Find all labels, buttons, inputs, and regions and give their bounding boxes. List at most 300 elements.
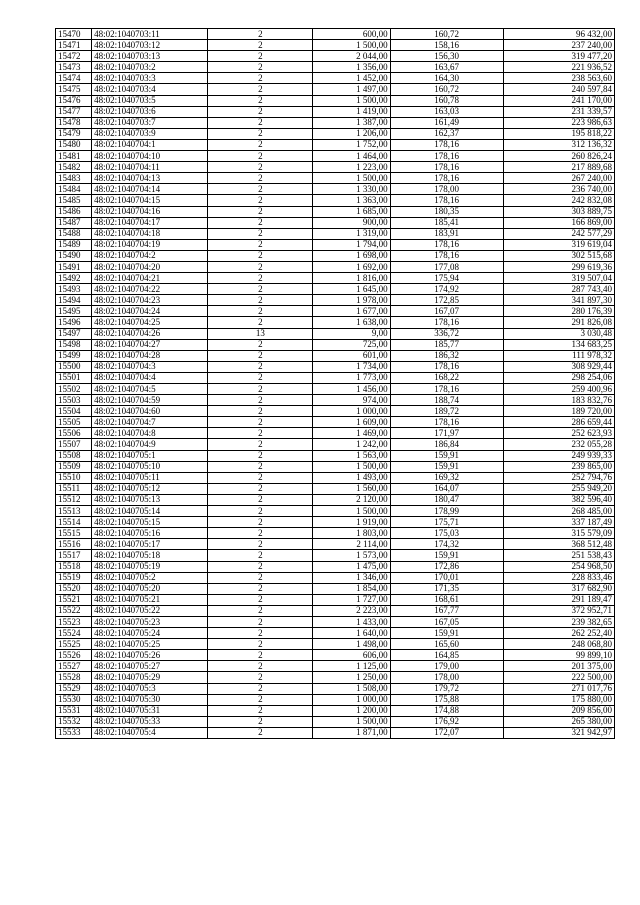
area-cell: 1 560,00 [313,483,390,494]
land-category-cell: 2 [208,572,313,583]
specific-value-cell: 178,16 [390,317,503,328]
land-category-cell: 2 [208,616,313,627]
row-number-cell: 15481 [56,151,92,162]
specific-value-cell: 174,32 [390,539,503,550]
cadastral-number-cell: 48:02:1040703:6 [92,106,208,117]
cadastral-number-cell: 48:02:1040704:17 [92,217,208,228]
row-number-cell: 15533 [56,727,92,738]
specific-value-cell: 185,41 [390,217,503,228]
row-number-cell: 15530 [56,694,92,705]
area-cell: 1 500,00 [313,95,390,106]
area-cell: 1 816,00 [313,273,390,284]
specific-value-cell: 176,92 [390,716,503,727]
cadastral-number-cell: 48:02:1040703:7 [92,117,208,128]
cadastral-value-cell: 382 596,40 [503,494,614,505]
row-number-cell: 15486 [56,206,92,217]
table-row [56,51,615,62]
cadastral-value-cell: 242 832,08 [503,195,614,206]
area-cell: 1 000,00 [313,694,390,705]
cadastral-number-cell: 48:02:1040704:15 [92,195,208,206]
specific-value-cell: 178,16 [390,195,503,206]
land-category-cell: 2 [208,583,313,594]
land-category-cell: 2 [208,261,313,272]
specific-value-cell: 170,01 [390,572,503,583]
cadastral-value-cell: 319 507,04 [503,273,614,284]
specific-value-cell: 163,67 [390,62,503,73]
cadastral-value-cell: 242 577,29 [503,228,614,239]
cadastral-number-cell: 48:02:1040704:8 [92,428,208,439]
cadastral-value-cell: 240 597,84 [503,84,614,95]
cadastral-value-cell: 267 240,00 [503,173,614,184]
area-cell: 1 319,00 [313,228,390,239]
table-row [56,705,615,716]
land-category-cell: 2 [208,306,313,317]
cadastral-value-cell: 291 826,08 [503,317,614,328]
table-row [56,173,615,184]
row-number-cell: 15515 [56,528,92,539]
area-cell: 1 773,00 [313,372,390,383]
row-number-cell: 15511 [56,483,92,494]
specific-value-cell: 167,77 [390,605,503,616]
specific-value-cell: 180,35 [390,206,503,217]
cadastral-value-cell: 254 968,50 [503,561,614,572]
table-row [56,661,615,672]
cadastral-number-cell: 48:02:1040705:31 [92,705,208,716]
row-number-cell: 15494 [56,295,92,306]
row-number-cell: 15485 [56,195,92,206]
cadastral-number-cell: 48:02:1040704:1 [92,139,208,150]
area-cell: 1 609,00 [313,417,390,428]
land-category-cell: 2 [208,417,313,428]
cadastral-number-cell: 48:02:1040705:21 [92,594,208,605]
cadastral-value-cell: 298 254,06 [503,372,614,383]
land-category-cell: 2 [208,439,313,450]
area-cell: 1 500,00 [313,461,390,472]
cadastral-number-cell: 48:02:1040705:10 [92,461,208,472]
specific-value-cell: 167,07 [390,306,503,317]
cadastral-number-cell: 48:02:1040705:26 [92,650,208,661]
cadastral-value-cell: 189 720,00 [503,406,614,417]
cadastral-value-cell: 337 187,49 [503,517,614,528]
specific-value-cell: 178,16 [390,173,503,184]
cadastral-value-cell: 201 375,00 [503,661,614,672]
area-cell: 1 573,00 [313,550,390,561]
land-category-cell: 2 [208,151,313,162]
specific-value-cell: 179,72 [390,683,503,694]
land-category-cell: 2 [208,361,313,372]
land-category-cell: 2 [208,550,313,561]
cadastral-value-cell: 286 659,44 [503,417,614,428]
specific-value-cell: 159,91 [390,550,503,561]
land-category-cell: 2 [208,217,313,228]
table-row [56,572,615,583]
table-row [56,317,615,328]
area-cell: 1 223,00 [313,162,390,173]
cadastral-number-cell: 48:02:1040705:19 [92,561,208,572]
area-cell: 1 803,00 [313,528,390,539]
cadastral-number-cell: 48:02:1040705:2 [92,572,208,583]
row-number-cell: 15505 [56,417,92,428]
specific-value-cell: 188,74 [390,395,503,406]
area-cell: 1 242,00 [313,439,390,450]
cadastral-number-cell: 48:02:1040705:14 [92,506,208,517]
area-cell: 1 698,00 [313,250,390,261]
specific-value-cell: 160,72 [390,29,503,40]
cadastral-value-cell: 238 563,60 [503,73,614,84]
table-row [56,406,615,417]
row-number-cell: 15495 [56,306,92,317]
cadastral-number-cell: 48:02:1040704:26 [92,328,208,339]
area-cell: 1 356,00 [313,62,390,73]
specific-value-cell: 158,16 [390,40,503,51]
land-category-cell: 2 [208,539,313,550]
cadastral-number-cell: 48:02:1040705:4 [92,727,208,738]
cadastral-number-cell: 48:02:1040704:9 [92,439,208,450]
land-category-cell: 2 [208,162,313,173]
cadastral-number-cell: 48:02:1040704:7 [92,417,208,428]
area-cell: 1 419,00 [313,106,390,117]
area-cell: 1 794,00 [313,239,390,250]
cadastral-number-cell: 48:02:1040703:5 [92,95,208,106]
specific-value-cell: 186,84 [390,439,503,450]
table-row [56,472,615,483]
specific-value-cell: 178,16 [390,162,503,173]
table-row [56,284,615,295]
land-category-cell: 2 [208,139,313,150]
land-category-cell: 2 [208,40,313,51]
area-cell: 1 387,00 [313,117,390,128]
specific-value-cell: 183,91 [390,228,503,239]
specific-value-cell: 180,47 [390,494,503,505]
cadastral-value-cell: 217 889,68 [503,162,614,173]
specific-value-cell: 159,91 [390,461,503,472]
cadastral-number-cell: 48:02:1040705:18 [92,550,208,561]
row-number-cell: 15517 [56,550,92,561]
area-cell: 1 433,00 [313,616,390,627]
cadastral-number-cell: 48:02:1040705:25 [92,639,208,650]
row-number-cell: 15477 [56,106,92,117]
table-row [56,628,615,639]
table-row [56,384,615,395]
table-row [56,162,615,173]
row-number-cell: 15487 [56,217,92,228]
row-number-cell: 15471 [56,40,92,51]
specific-value-cell: 175,71 [390,517,503,528]
land-category-cell: 2 [208,62,313,73]
area-cell: 1 000,00 [313,406,390,417]
row-number-cell: 15504 [56,406,92,417]
cadastral-number-cell: 48:02:1040705:24 [92,628,208,639]
table-row [56,239,615,250]
table-row [56,228,615,239]
row-number-cell: 15493 [56,284,92,295]
row-number-cell: 15491 [56,261,92,272]
cadastral-value-cell: 236 740,00 [503,184,614,195]
table-row [56,650,615,661]
cadastral-value-cell: 248 068,80 [503,639,614,650]
land-category-cell: 2 [208,694,313,705]
land-category-cell: 2 [208,517,313,528]
cadastral-value-cell: 3 030,48 [503,328,614,339]
table-row [56,372,615,383]
area-cell: 1 500,00 [313,40,390,51]
cadastral-number-cell: 48:02:1040704:59 [92,395,208,406]
cadastral-number-cell: 48:02:1040704:27 [92,339,208,350]
area-cell: 1 919,00 [313,517,390,528]
land-category-cell: 2 [208,628,313,639]
cadastral-value-cell: 268 485,00 [503,506,614,517]
cadastral-value-cell: 255 949,20 [503,483,614,494]
row-number-cell: 15519 [56,572,92,583]
area-cell: 2 114,00 [313,539,390,550]
area-cell: 1 206,00 [313,128,390,139]
row-number-cell: 15531 [56,705,92,716]
cadastral-number-cell: 48:02:1040703:4 [92,84,208,95]
area-cell: 1 500,00 [313,506,390,517]
cadastral-number-cell: 48:02:1040705:11 [92,472,208,483]
land-category-cell: 2 [208,128,313,139]
cadastral-value-cell: 291 189,47 [503,594,614,605]
specific-value-cell: 160,72 [390,84,503,95]
cadastral-value-cell: 260 826,24 [503,151,614,162]
specific-value-cell: 172,85 [390,295,503,306]
area-cell: 1 500,00 [313,173,390,184]
row-number-cell: 15523 [56,616,92,627]
row-number-cell: 15503 [56,395,92,406]
land-category-cell: 2 [208,195,313,206]
table-row [56,328,615,339]
land-category-cell: 2 [208,450,313,461]
specific-value-cell: 178,16 [390,139,503,150]
cadastral-number-cell: 48:02:1040705:23 [92,616,208,627]
land-category-cell: 2 [208,494,313,505]
table-row [56,694,615,705]
cadastral-value-cell: 239 865,00 [503,461,614,472]
row-number-cell: 15501 [56,372,92,383]
area-cell: 601,00 [313,350,390,361]
land-category-cell: 2 [208,605,313,616]
cadastral-number-cell: 48:02:1040704:10 [92,151,208,162]
area-cell: 606,00 [313,650,390,661]
specific-value-cell: 177,08 [390,261,503,272]
area-cell: 1 497,00 [313,84,390,95]
table-row [56,417,615,428]
table-row [56,128,615,139]
table-row [56,184,615,195]
cadastral-number-cell: 48:02:1040705:16 [92,528,208,539]
cadastral-value-cell: 303 889,75 [503,206,614,217]
specific-value-cell: 171,97 [390,428,503,439]
cadastral-number-cell: 48:02:1040703:3 [92,73,208,84]
cadastral-number-cell: 48:02:1040704:16 [92,206,208,217]
cadastral-value-cell: 228 833,46 [503,572,614,583]
row-number-cell: 15508 [56,450,92,461]
land-category-cell: 2 [208,472,313,483]
cadastral-number-cell: 48:02:1040705:30 [92,694,208,705]
cadastral-value-cell: 317 682,90 [503,583,614,594]
cadastral-value-cell: 134 683,25 [503,339,614,350]
specific-value-cell: 178,99 [390,506,503,517]
row-number-cell: 15478 [56,117,92,128]
cadastral-value-cell: 96 432,00 [503,29,614,40]
table-row [56,517,615,528]
cadastral-value-cell: 262 252,40 [503,628,614,639]
area-cell: 900,00 [313,217,390,228]
table-row [56,439,615,450]
row-number-cell: 15526 [56,650,92,661]
area-cell: 1 563,00 [313,450,390,461]
land-category-cell: 2 [208,705,313,716]
cadastral-number-cell: 48:02:1040705:17 [92,539,208,550]
specific-value-cell: 178,16 [390,417,503,428]
row-number-cell: 15482 [56,162,92,173]
table-row [56,73,615,84]
area-cell: 974,00 [313,395,390,406]
area-cell: 9,00 [313,328,390,339]
land-category-cell: 2 [208,727,313,738]
area-cell: 1 978,00 [313,295,390,306]
cadastral-value-cell: 249 939,33 [503,450,614,461]
table-row [56,727,615,738]
table-row [56,117,615,128]
land-category-cell: 2 [208,239,313,250]
area-cell: 1 346,00 [313,572,390,583]
row-number-cell: 15489 [56,239,92,250]
row-number-cell: 15524 [56,628,92,639]
row-number-cell: 15521 [56,594,92,605]
land-category-cell: 2 [208,51,313,62]
cadastral-number-cell: 48:02:1040705:15 [92,517,208,528]
specific-value-cell: 178,16 [390,250,503,261]
cadastral-value-cell: 252 623,93 [503,428,614,439]
cadastral-number-cell: 48:02:1040704:24 [92,306,208,317]
area-cell: 1 200,00 [313,705,390,716]
cadastral-number-cell: 48:02:1040704:25 [92,317,208,328]
land-category-cell: 2 [208,273,313,284]
specific-value-cell: 175,03 [390,528,503,539]
land-category-cell: 2 [208,317,313,328]
table-row [56,395,615,406]
table-row [56,461,615,472]
cadastral-value-cell: 265 380,00 [503,716,614,727]
specific-value-cell: 161,49 [390,117,503,128]
cadastral-value-cell: 259 400,96 [503,384,614,395]
land-category-cell: 2 [208,184,313,195]
cadastral-number-cell: 48:02:1040704:23 [92,295,208,306]
land-category-cell: 2 [208,29,313,40]
cadastral-number-cell: 48:02:1040705:12 [92,483,208,494]
table-row [56,616,615,627]
table-row [56,428,615,439]
cadastral-number-cell: 48:02:1040704:13 [92,173,208,184]
row-number-cell: 15520 [56,583,92,594]
area-cell: 1 493,00 [313,472,390,483]
specific-value-cell: 186,32 [390,350,503,361]
area-cell: 600,00 [313,29,390,40]
cadastral-number-cell: 48:02:1040704:2 [92,250,208,261]
row-number-cell: 15507 [56,439,92,450]
area-cell: 1 125,00 [313,661,390,672]
cadastral-value-cell: 252 794,76 [503,472,614,483]
land-category-cell: 2 [208,295,313,306]
land-category-cell: 13 [208,328,313,339]
cadastral-number-cell: 48:02:1040704:14 [92,184,208,195]
row-number-cell: 15476 [56,95,92,106]
table-row [56,605,615,616]
row-number-cell: 15518 [56,561,92,572]
row-number-cell: 15528 [56,672,92,683]
cadastral-value-cell: 221 936,52 [503,62,614,73]
cadastral-value-cell: 251 538,43 [503,550,614,561]
row-number-cell: 15490 [56,250,92,261]
land-category-cell: 2 [208,461,313,472]
area-cell: 1 500,00 [313,716,390,727]
row-number-cell: 15496 [56,317,92,328]
specific-value-cell: 160,78 [390,95,503,106]
specific-value-cell: 174,88 [390,705,503,716]
area-cell: 725,00 [313,339,390,350]
table-row [56,583,615,594]
table-row [56,295,615,306]
land-category-cell: 2 [208,206,313,217]
table-row [56,95,615,106]
table-row [56,561,615,572]
table-row [56,250,615,261]
table-row [56,339,615,350]
cadastral-value-cell: 239 382,65 [503,616,614,627]
cadastral-number-cell: 48:02:1040704:20 [92,261,208,272]
table-row [56,306,615,317]
cadastral-value-cell: 195 818,22 [503,128,614,139]
cadastral-number-cell: 48:02:1040705:1 [92,450,208,461]
table-row [56,594,615,605]
row-number-cell: 15527 [56,661,92,672]
cadastral-number-cell: 48:02:1040703:2 [92,62,208,73]
row-number-cell: 15499 [56,350,92,361]
cadastral-value-cell: 166 869,00 [503,217,614,228]
cadastral-number-cell: 48:02:1040703:12 [92,40,208,51]
cadastral-value-cell: 237 240,00 [503,40,614,51]
land-category-cell: 2 [208,350,313,361]
area-cell: 1 464,00 [313,151,390,162]
area-cell: 1 871,00 [313,727,390,738]
row-number-cell: 15514 [56,517,92,528]
cadastral-number-cell: 48:02:1040704:11 [92,162,208,173]
row-number-cell: 15512 [56,494,92,505]
row-number-cell: 15470 [56,29,92,40]
table-row [56,350,615,361]
land-category-cell: 2 [208,672,313,683]
area-cell: 2 223,00 [313,605,390,616]
row-number-cell: 15509 [56,461,92,472]
row-number-cell: 15497 [56,328,92,339]
row-number-cell: 15510 [56,472,92,483]
table-body [56,29,615,739]
specific-value-cell: 164,85 [390,650,503,661]
land-category-cell: 2 [208,483,313,494]
land-category-cell: 2 [208,284,313,295]
row-number-cell: 15483 [56,173,92,184]
cadastral-value-cell: 183 832,76 [503,395,614,406]
cadastral-number-cell: 48:02:1040705:29 [92,672,208,683]
specific-value-cell: 178,00 [390,184,503,195]
table-row [56,716,615,727]
specific-value-cell: 174,92 [390,284,503,295]
cadastral-value-cell: 232 055,28 [503,439,614,450]
area-cell: 1 734,00 [313,361,390,372]
table-row [56,151,615,162]
row-number-cell: 15488 [56,228,92,239]
